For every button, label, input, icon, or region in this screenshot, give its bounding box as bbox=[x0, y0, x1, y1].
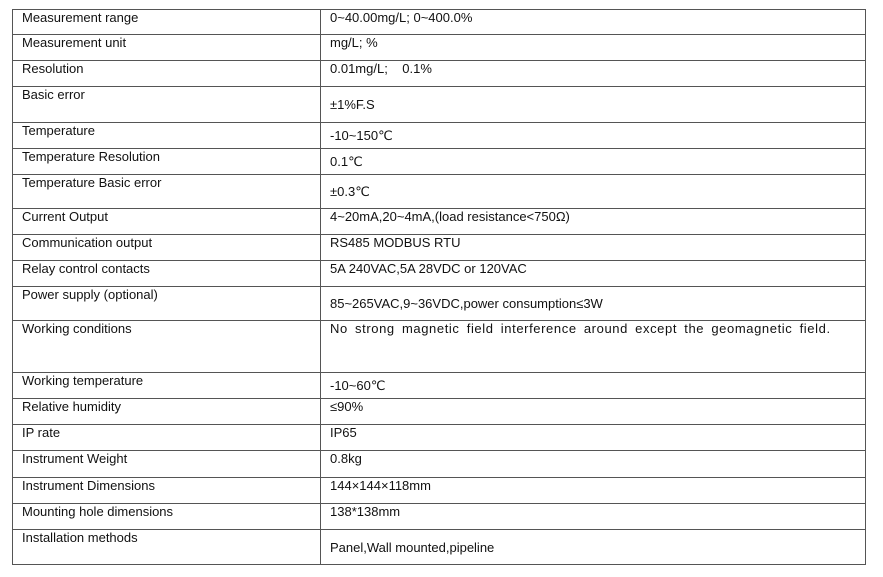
table-row bbox=[13, 425, 866, 451]
row-label: Instrument Weight bbox=[13, 451, 321, 478]
table-row bbox=[13, 10, 866, 35]
table-row bbox=[13, 287, 866, 321]
row-value: -10~60℃ bbox=[321, 373, 866, 399]
table-row bbox=[13, 209, 866, 235]
row-label: Mounting hole dimensions bbox=[13, 504, 321, 530]
table-row bbox=[13, 504, 866, 530]
row-value: RS485 MODBUS RTU bbox=[321, 235, 866, 261]
table-row bbox=[13, 61, 866, 87]
row-value: mg/L; % bbox=[321, 35, 866, 61]
row-value: 0~40.00mg/L; 0~400.0% bbox=[321, 10, 866, 35]
row-value: 85~265VAC,9~36VDC,power consumption≤3W bbox=[321, 287, 866, 321]
row-label: Measurement unit bbox=[13, 35, 321, 61]
row-label: IP rate bbox=[13, 425, 321, 451]
spec-table bbox=[12, 9, 866, 565]
row-label: Temperature Resolution bbox=[13, 149, 321, 175]
row-value: Panel,Wall mounted,pipeline bbox=[321, 530, 866, 565]
row-label: Power supply (optional) bbox=[13, 287, 321, 321]
table-row bbox=[13, 261, 866, 287]
row-label: Resolution bbox=[13, 61, 321, 87]
row-value: 138*138mm bbox=[321, 504, 866, 530]
row-value: No strong magnetic field interference around except the geomagnetic field. bbox=[321, 321, 866, 373]
row-label: Current Output bbox=[13, 209, 321, 235]
row-value: 5A 240VAC,5A 28VDC or 120VAC bbox=[321, 261, 866, 287]
table-row bbox=[13, 373, 866, 399]
row-value: ±1%F.S bbox=[321, 87, 866, 123]
table-row bbox=[13, 478, 866, 504]
table-row bbox=[13, 149, 866, 175]
row-label: Working conditions bbox=[13, 321, 321, 373]
row-value: 4~20mA,20~4mA,(load resistance<750Ω) bbox=[321, 209, 866, 235]
row-label: Temperature bbox=[13, 123, 321, 149]
row-value: 0.8kg bbox=[321, 451, 866, 478]
row-label: Working temperature bbox=[13, 373, 321, 399]
row-label: Basic error bbox=[13, 87, 321, 123]
row-label: Relay control contacts bbox=[13, 261, 321, 287]
table-row bbox=[13, 87, 866, 123]
row-value: -10~150℃ bbox=[321, 123, 866, 149]
table-row bbox=[13, 451, 866, 478]
table-row bbox=[13, 321, 866, 373]
table-row bbox=[13, 530, 866, 565]
row-value: 144×144×118mm bbox=[321, 478, 866, 504]
table-row bbox=[13, 123, 866, 149]
row-label: Instrument Dimensions bbox=[13, 478, 321, 504]
table-row bbox=[13, 399, 866, 425]
row-value: ±0.3℃ bbox=[321, 175, 866, 209]
table-row bbox=[13, 175, 866, 209]
row-label: Relative humidity bbox=[13, 399, 321, 425]
table-row bbox=[13, 35, 866, 61]
row-label: Communication output bbox=[13, 235, 321, 261]
row-label: Measurement range bbox=[13, 10, 321, 35]
row-value: ≤90% bbox=[321, 399, 866, 425]
table-row bbox=[13, 235, 866, 261]
row-value: 0.1℃ bbox=[321, 149, 866, 175]
row-value: IP65 bbox=[321, 425, 866, 451]
row-label: Installation methods bbox=[13, 530, 321, 565]
row-label: Temperature Basic error bbox=[13, 175, 321, 209]
row-value: 0.01mg/L; 0.1% bbox=[321, 61, 866, 87]
